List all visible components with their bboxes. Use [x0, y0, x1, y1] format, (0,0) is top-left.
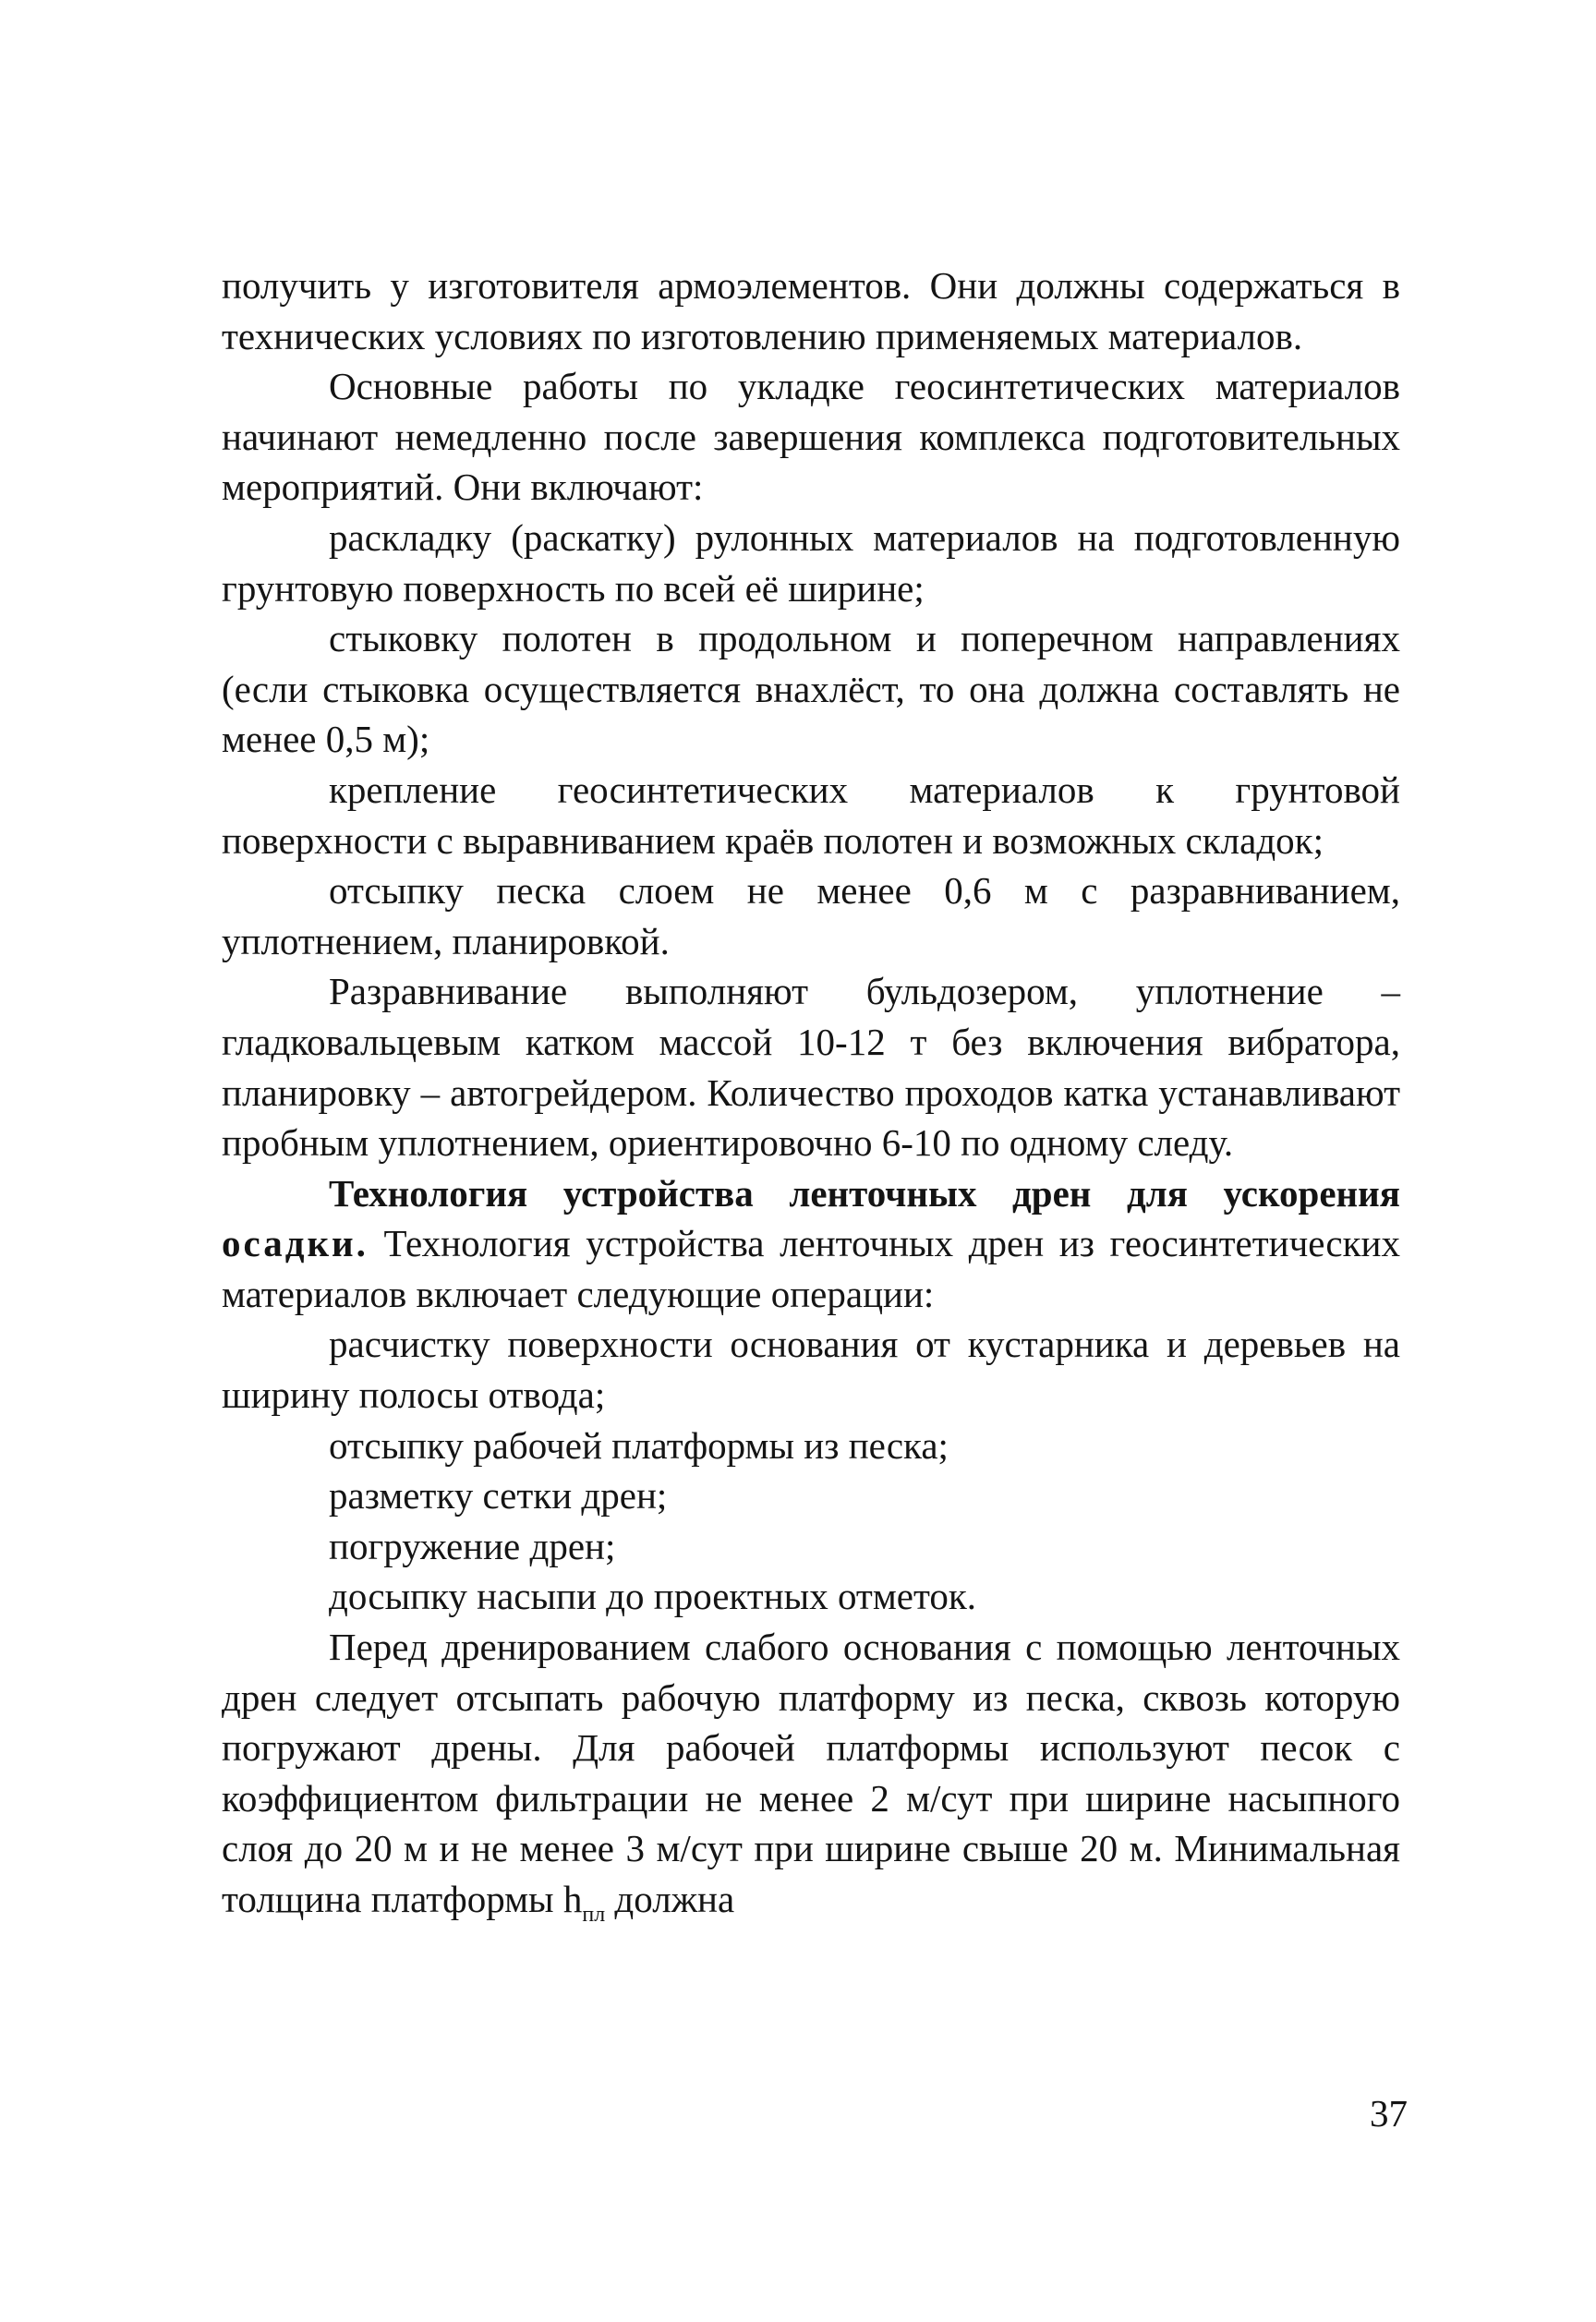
list-item-marking: разметку сетки дрен;: [329, 1474, 668, 1518]
list-item-laying: раскладку (раскатку) рулонных материалов на подготовленную грунтовую поверхность по всей её ширине;: [222, 515, 1400, 610]
list-item-clearing: расчистку поверхности основания от кустарника и деревьев на ширину полосы отвода;: [222, 1323, 1400, 1417]
page-number: 37: [1370, 2092, 1408, 2135]
section-heading: Технология устройства ленточных дрен для ускорения: [329, 1171, 1400, 1215]
list-item-sand-fill: отсыпку песка слоем не менее 0,6 м с разравниванием, уплотнением, планировкой.: [222, 869, 1400, 962]
paragraph-main-works: Основные работы по укладке геосинтетических материалов начинают немедленно после завершения комплекса подготовительных мероприятий. Они включают:: [222, 365, 1400, 509]
paragraph-drain-technology: [222, 1168, 1400, 1320]
list-item-immersion: погружение дрен;: [329, 1524, 616, 1567]
body-text: [222, 260, 1400, 1925]
drainage-text-end: должна: [605, 1878, 735, 1920]
drain-technology-text: Технология устройства ленточных дрен из геосинтетических материалов включает следующие операции:: [222, 1222, 1400, 1315]
list-item-filling: досыпку насыпи до проектных отметок.: [329, 1575, 977, 1618]
subscript-pl: пл: [582, 1903, 606, 1927]
paragraph-drainage: [222, 1622, 1400, 1925]
list-item-fastening: крепление геосинтетических материалов к грунтовой поверхности с выравниванием краёв полотен и возможных складок;: [222, 768, 1400, 862]
paragraph-continuation: получить у изготовителя армоэлементов. Они должны содержаться в технических условиях по изготовлению применяемых материалов.: [222, 264, 1400, 357]
paragraph-leveling: Разравнивание выполняют бульдозером, уплотнение – гладковальцевым катком массой 10-12 т без включения вибратора, планировку – автогрейдером. Количество проходов катка устанавливают пробным уплотнением, ориентировочно 6-10 по одному следу.: [222, 970, 1400, 1165]
section-heading-end: осадки.: [222, 1222, 369, 1265]
list-item-joining: стыковку полотен в продольном и поперечном направлениях (если стыковка осуществляется внахлёст, то она должна составлять не менее 0,5 м);: [222, 617, 1400, 761]
list-item-platform: отсыпку рабочей платформы из песка;: [329, 1423, 949, 1467]
drainage-text: Перед дренированием слабого основания с помощью ленточных дрен следует отсыпать рабочую платформу из песка, сквозь которую погружают дрены. Для рабочей платформы используют песок с коэффициентом фильтрации не менее 2 м/сут при ширине насыпного слоя до 20 м и не менее 3 м/сут при ширине свыше 20 м. Минимальная толщина платформы h: [222, 1626, 1400, 1920]
